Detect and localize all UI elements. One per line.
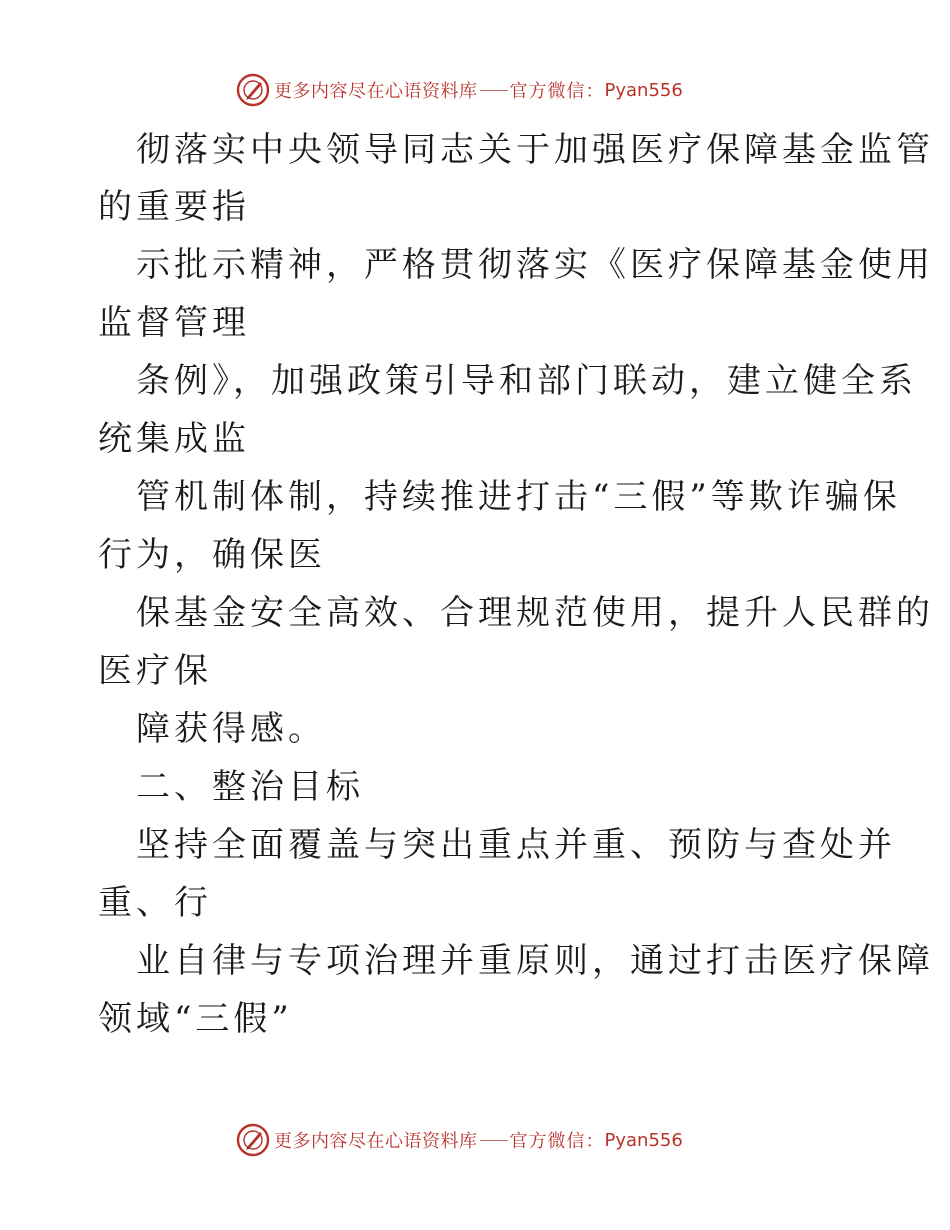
banner-title: 更多内容尽在心语资料库 — [274, 1131, 478, 1152]
body-line: 彻落实中央领导同志关于加强医疗保障基金监管 — [136, 130, 934, 170]
banner-wechat-id: Pyan556 — [604, 1129, 683, 1151]
footer-banner — [236, 1122, 683, 1158]
body-line: 监督管理 — [98, 303, 250, 343]
body-line: 保基金安全高效、合理规范使用，提升人民群的 — [136, 593, 934, 633]
body-line: 的重要指 — [98, 187, 250, 227]
body-line: 业自律与专项治理并重原则，通过打击医疗保障 — [136, 941, 934, 981]
banner-wechat-label: 官方微信： — [509, 1131, 605, 1152]
pen-logo-icon — [236, 1123, 270, 1157]
banner-dash — [480, 90, 508, 91]
body-line: 行为，确保医 — [98, 535, 326, 575]
banner-dash — [480, 1140, 508, 1141]
banner-title: 更多内容尽在心语资料库 — [274, 81, 478, 102]
body-line: 统集成监 — [98, 419, 250, 459]
body-line: 示批示精神，严格贯彻落实《医疗保障基金使用 — [136, 245, 934, 285]
banner-wechat-label: 官方微信： — [509, 81, 605, 102]
pen-logo-icon — [236, 73, 270, 107]
section-heading: 二、整治目标 — [136, 767, 364, 807]
banner-wechat-id: Pyan556 — [604, 79, 683, 101]
body-line: 条例》，加强政策引导和部门联动，建立健全系 — [136, 361, 917, 401]
body-line: 坚持全面覆盖与突出重点并重、预防与查处并 — [136, 825, 896, 865]
body-line: 医疗保 — [98, 651, 212, 691]
body-line: 管机制体制，持续推进打击“三假”等欺诈骗保 — [136, 477, 901, 517]
body-line: 重、行 — [98, 883, 212, 923]
body-line: 障获得感。 — [136, 709, 326, 749]
body-line: 领域“三假” — [98, 999, 293, 1039]
header-banner — [236, 72, 683, 108]
